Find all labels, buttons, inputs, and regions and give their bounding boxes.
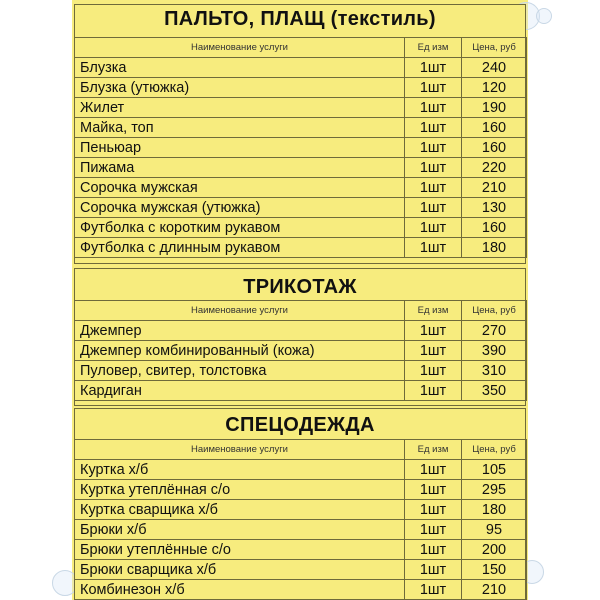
price: 295 xyxy=(462,480,527,500)
table-row xyxy=(75,138,527,158)
header-unit: Ед изм xyxy=(405,38,462,58)
service-name: Пижама xyxy=(75,158,405,178)
table-row xyxy=(75,480,527,500)
service-name: Джемпер xyxy=(75,321,405,341)
price: 160 xyxy=(462,138,527,158)
watermark-bubble xyxy=(536,8,552,24)
service-name: Сорочка мужская xyxy=(75,178,405,198)
table-row xyxy=(75,118,527,138)
table-row xyxy=(75,580,527,600)
price: 200 xyxy=(462,540,527,560)
service-name: Блузка (утюжка) xyxy=(75,78,405,98)
price: 220 xyxy=(462,158,527,178)
table-row xyxy=(75,520,527,540)
service-name: Комбинезон х/б xyxy=(75,580,405,600)
price: 160 xyxy=(462,118,527,138)
price: 210 xyxy=(462,178,527,198)
table-row xyxy=(75,361,527,381)
header-service-name: Наименование услуги xyxy=(75,440,405,460)
table-row xyxy=(75,460,527,480)
unit: 1шт xyxy=(405,138,462,158)
table-row xyxy=(75,158,527,178)
service-name: Куртка х/б xyxy=(75,460,405,480)
price: 390 xyxy=(462,341,527,361)
price: 190 xyxy=(462,98,527,118)
unit: 1шт xyxy=(405,560,462,580)
price: 180 xyxy=(462,500,527,520)
service-name: Сорочка мужская (утюжка) xyxy=(75,198,405,218)
section-title: ПАЛЬТО, ПЛАЩ (текстиль) xyxy=(164,8,436,30)
price: 310 xyxy=(462,361,527,381)
service-name: Майка, топ xyxy=(75,118,405,138)
header-price: Цена, руб xyxy=(462,301,527,321)
service-name: Брюки х/б xyxy=(75,520,405,540)
unit: 1шт xyxy=(405,198,462,218)
price: 130 xyxy=(462,198,527,218)
price-table xyxy=(74,439,527,600)
table-row xyxy=(75,560,527,580)
unit: 1шт xyxy=(405,381,462,401)
service-name: Футболка с длинным рукавом xyxy=(75,238,405,258)
table-row xyxy=(75,78,527,98)
table-row xyxy=(75,178,527,198)
table-row xyxy=(75,540,527,560)
unit: 1шт xyxy=(405,540,462,560)
service-name: Футболка с коротким рукавом xyxy=(75,218,405,238)
header-service-name: Наименование услуги xyxy=(75,38,405,58)
table-row xyxy=(75,500,527,520)
price: 105 xyxy=(462,460,527,480)
section-workwear xyxy=(74,408,526,600)
unit: 1шт xyxy=(405,238,462,258)
table-row xyxy=(75,58,527,78)
table-row xyxy=(75,321,527,341)
table-row xyxy=(75,381,527,401)
unit: 1шт xyxy=(405,218,462,238)
table-row xyxy=(75,198,527,218)
service-name: Брюки утеплённые с/о xyxy=(75,540,405,560)
unit: 1шт xyxy=(405,341,462,361)
unit: 1шт xyxy=(405,98,462,118)
unit: 1шт xyxy=(405,580,462,600)
unit: 1шт xyxy=(405,321,462,341)
price: 95 xyxy=(462,520,527,540)
price: 150 xyxy=(462,560,527,580)
table-header-row xyxy=(75,440,527,460)
price: 160 xyxy=(462,218,527,238)
section-title: СПЕЦОДЕЖДА xyxy=(225,414,375,436)
unit: 1шт xyxy=(405,361,462,381)
price: 180 xyxy=(462,238,527,258)
unit: 1шт xyxy=(405,500,462,520)
section-knitwear xyxy=(74,268,526,406)
header-price: Цена, руб xyxy=(462,440,527,460)
section-coats xyxy=(74,4,526,264)
table-row xyxy=(75,218,527,238)
service-name: Блузка xyxy=(75,58,405,78)
unit: 1шт xyxy=(405,118,462,138)
price: 120 xyxy=(462,78,527,98)
unit: 1шт xyxy=(405,78,462,98)
header-price: Цена, руб xyxy=(462,38,527,58)
service-name: Жилет xyxy=(75,98,405,118)
service-name: Куртка утеплённая с/о xyxy=(75,480,405,500)
unit: 1шт xyxy=(405,480,462,500)
unit: 1шт xyxy=(405,158,462,178)
table-row xyxy=(75,98,527,118)
unit: 1шт xyxy=(405,520,462,540)
price-table xyxy=(74,37,527,258)
price: 210 xyxy=(462,580,527,600)
table-row xyxy=(75,341,527,361)
header-unit: Ед изм xyxy=(405,440,462,460)
service-name: Пеньюар xyxy=(75,138,405,158)
price-table xyxy=(74,300,527,401)
unit: 1шт xyxy=(405,460,462,480)
price: 350 xyxy=(462,381,527,401)
table-header-row xyxy=(75,301,527,321)
table-header-row xyxy=(75,38,527,58)
unit: 1шт xyxy=(405,178,462,198)
service-name: Пуловер, свитер, толстовка xyxy=(75,361,405,381)
service-name: Джемпер комбинированный (кожа) xyxy=(75,341,405,361)
table-row xyxy=(75,238,527,258)
service-name: Кардиган xyxy=(75,381,405,401)
price: 270 xyxy=(462,321,527,341)
service-name: Брюки сварщика х/б xyxy=(75,560,405,580)
section-title: ТРИКОТАЖ xyxy=(243,276,357,298)
header-unit: Ед изм xyxy=(405,301,462,321)
unit: 1шт xyxy=(405,58,462,78)
price: 240 xyxy=(462,58,527,78)
service-name: Куртка сварщика х/б xyxy=(75,500,405,520)
header-service-name: Наименование услуги xyxy=(75,301,405,321)
